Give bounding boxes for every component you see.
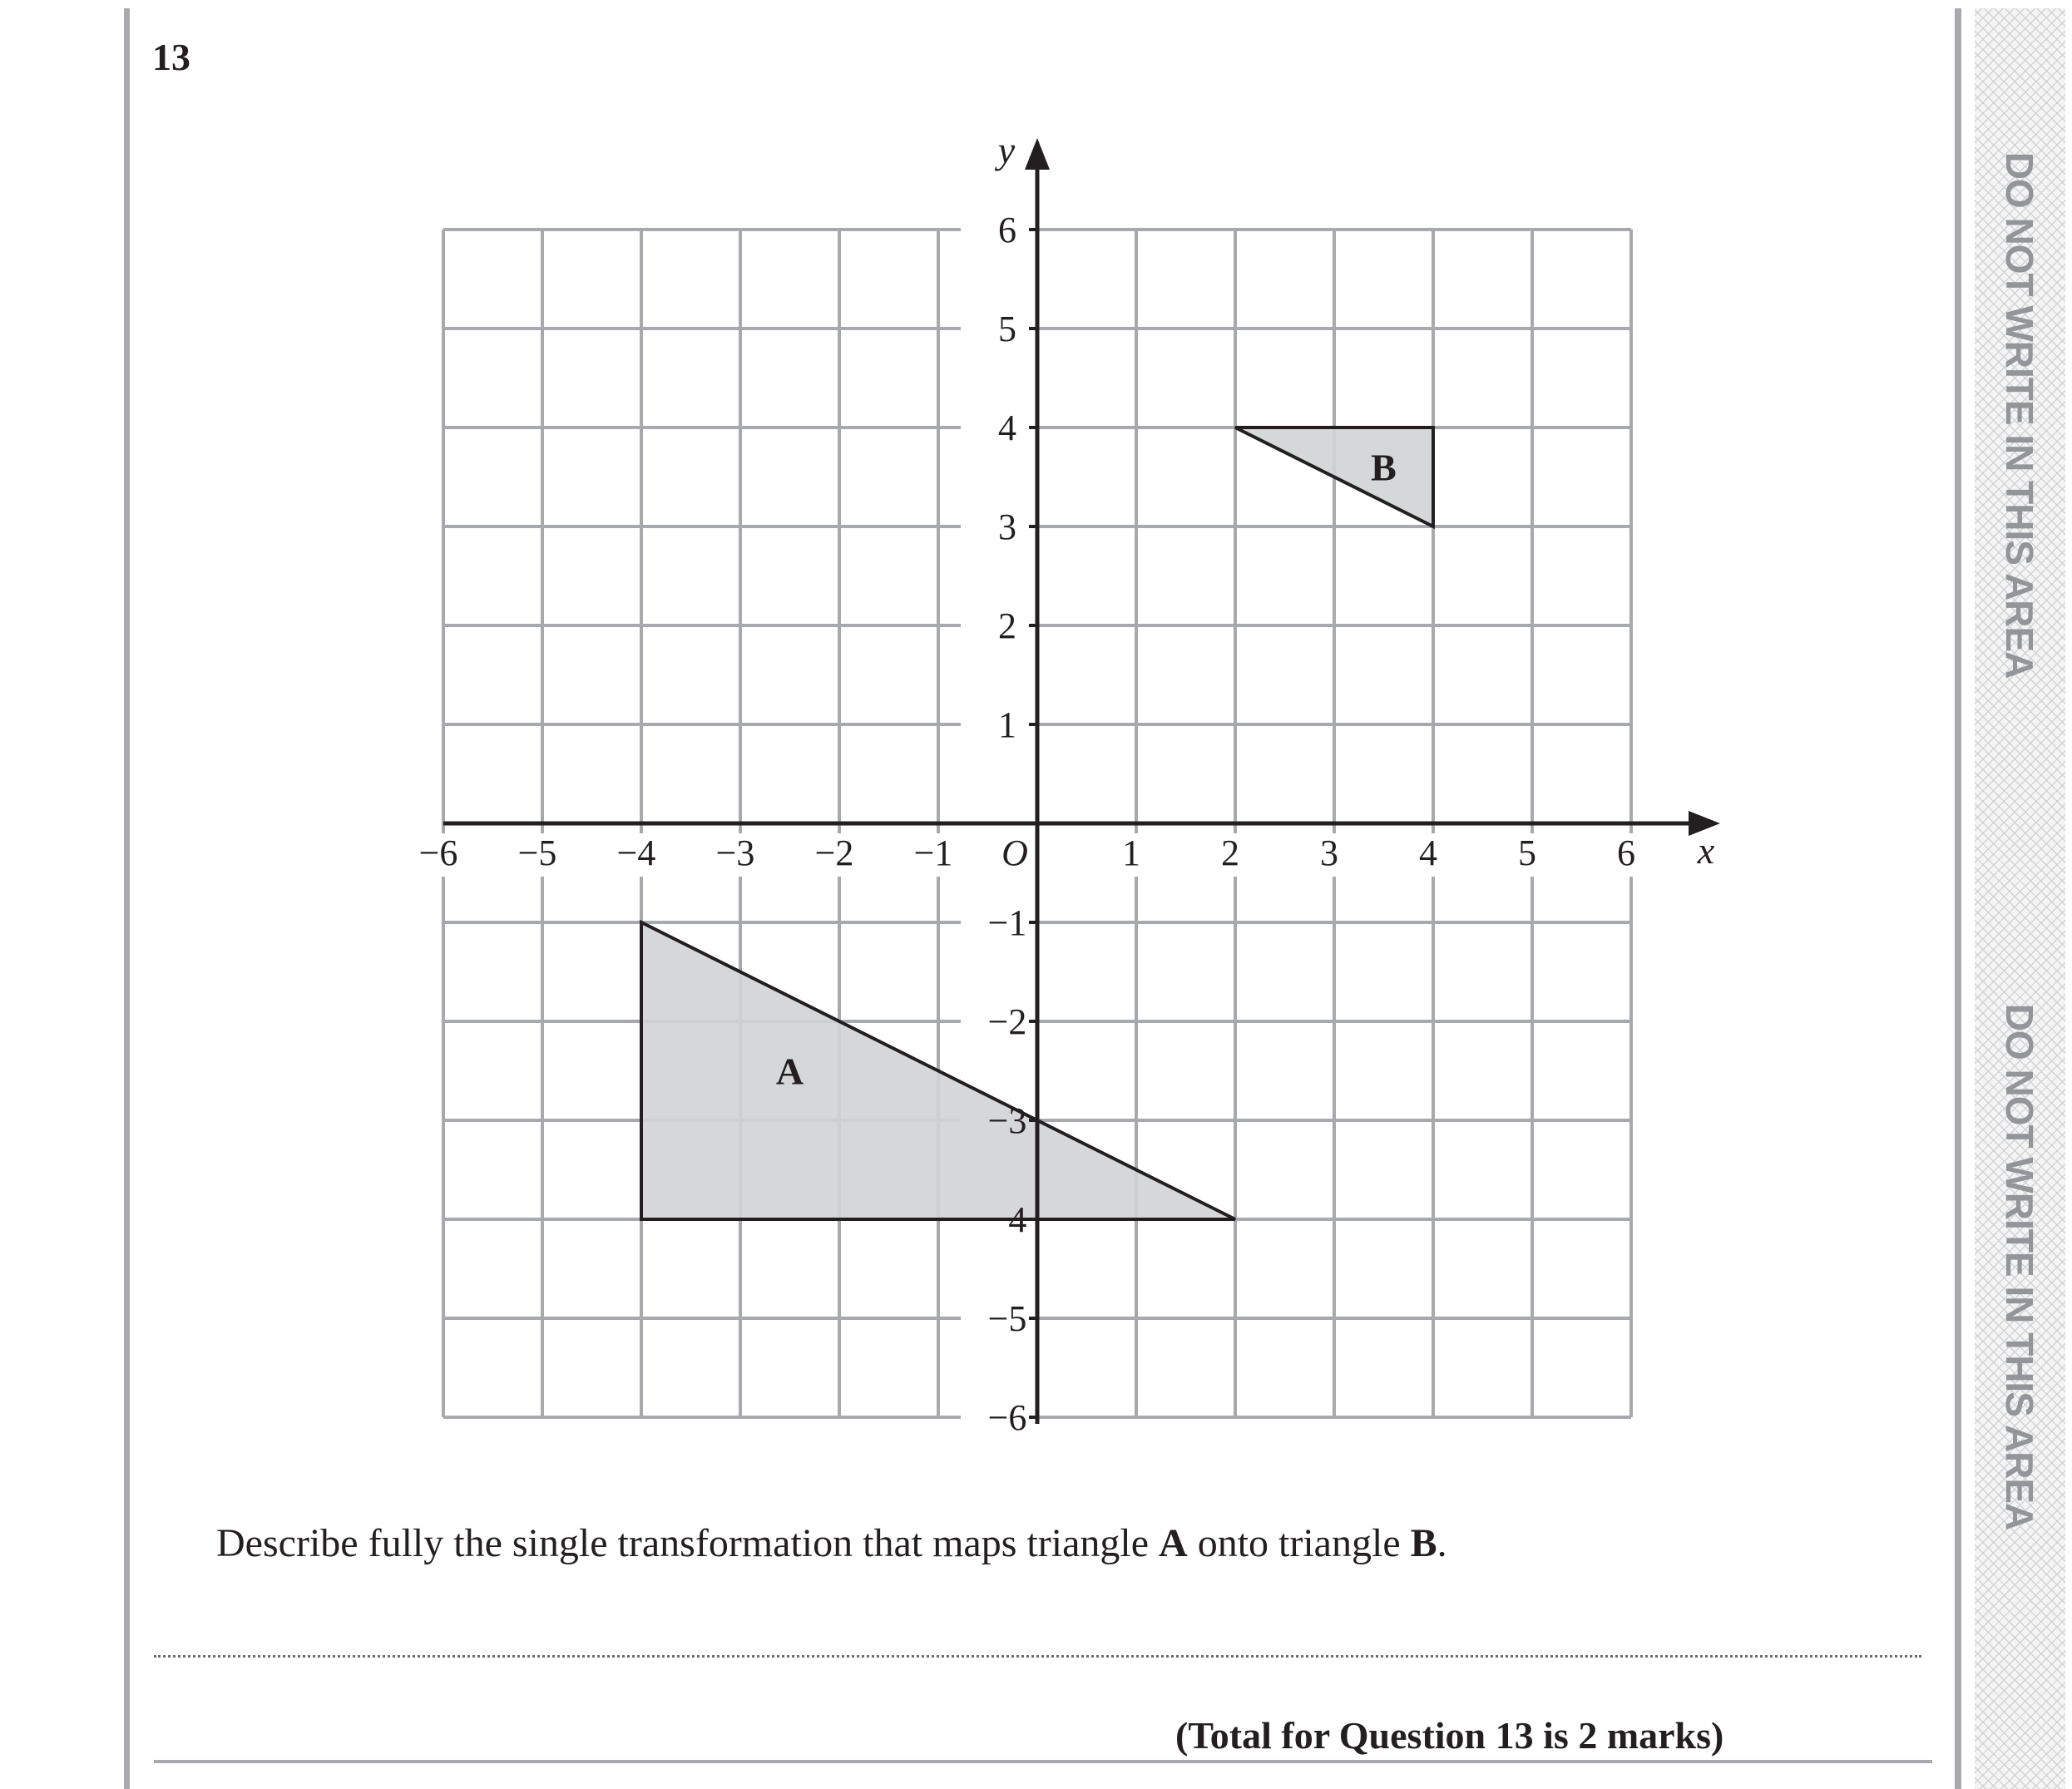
y-tick-label-background	[961, 405, 1031, 450]
y-tick-label: 1	[998, 704, 1016, 745]
origin-label: O	[1001, 833, 1028, 873]
y-tick-label: −6	[987, 1397, 1027, 1438]
prompt-shape-a: A	[1159, 1521, 1188, 1565]
y-tick-label: 5	[998, 309, 1016, 349]
y-tick-label: 2	[998, 605, 1016, 646]
x-tick-label: 4	[1419, 833, 1437, 873]
question-prompt	[216, 1520, 1447, 1566]
prompt-text-middle: onto triangle	[1187, 1521, 1411, 1565]
y-tick-label: −2	[987, 1001, 1027, 1042]
x-tick-label: 2	[1221, 833, 1239, 873]
y-tick-label-background	[961, 306, 1031, 351]
x-tick-label: 6	[1617, 833, 1635, 873]
x-tick-label: −2	[814, 833, 854, 873]
do-not-write-warning-top: DO NOT WRITE IN THIS AREA	[1998, 151, 2041, 679]
total-marks: (Total for Question 13 is 2 marks)	[1175, 1714, 1724, 1757]
question-number: 13	[152, 36, 190, 78]
y-tick-label: −3	[987, 1100, 1027, 1141]
prompt-text-after: .	[1437, 1521, 1447, 1565]
x-axis-label: x	[1697, 829, 1715, 872]
y-tick-label: 3	[998, 507, 1016, 547]
y-tick-label-background	[961, 504, 1031, 549]
y-tick-label: −1	[987, 902, 1027, 943]
y-axis-arrowhead	[1025, 138, 1050, 170]
triangle-a-label: A	[775, 1050, 804, 1093]
prompt-text-before: Describe fully the single transformation that maps triangle	[216, 1521, 1160, 1565]
y-tick-label: −4	[987, 1199, 1027, 1240]
answer-line[interactable]	[154, 1655, 1921, 1658]
y-tick-label-background	[961, 603, 1031, 648]
y-tick-label-background	[961, 702, 1031, 747]
x-tick-label: −3	[715, 833, 755, 873]
y-tick-label: 6	[998, 210, 1016, 250]
x-tick-label: −1	[913, 833, 953, 873]
x-tick-label: 5	[1518, 833, 1536, 873]
triangle-b-label: B	[1371, 446, 1397, 489]
y-tick-label-background	[961, 207, 1031, 252]
prompt-shape-b: B	[1410, 1521, 1437, 1565]
x-tick-label: 3	[1320, 833, 1338, 873]
x-tick-label: −6	[418, 833, 458, 873]
question-end-rule	[154, 1760, 1932, 1763]
y-axis-label: y	[997, 129, 1016, 171]
y-tick-label: 4	[998, 408, 1016, 448]
do-not-write-warning-bottom: DO NOT WRITE IN THIS AREA	[1998, 1003, 2041, 1530]
x-tick-label: −4	[616, 833, 656, 873]
x-tick-label: −5	[517, 833, 557, 873]
y-tick-label: −5	[987, 1298, 1027, 1339]
x-tick-label: 1	[1122, 833, 1140, 873]
